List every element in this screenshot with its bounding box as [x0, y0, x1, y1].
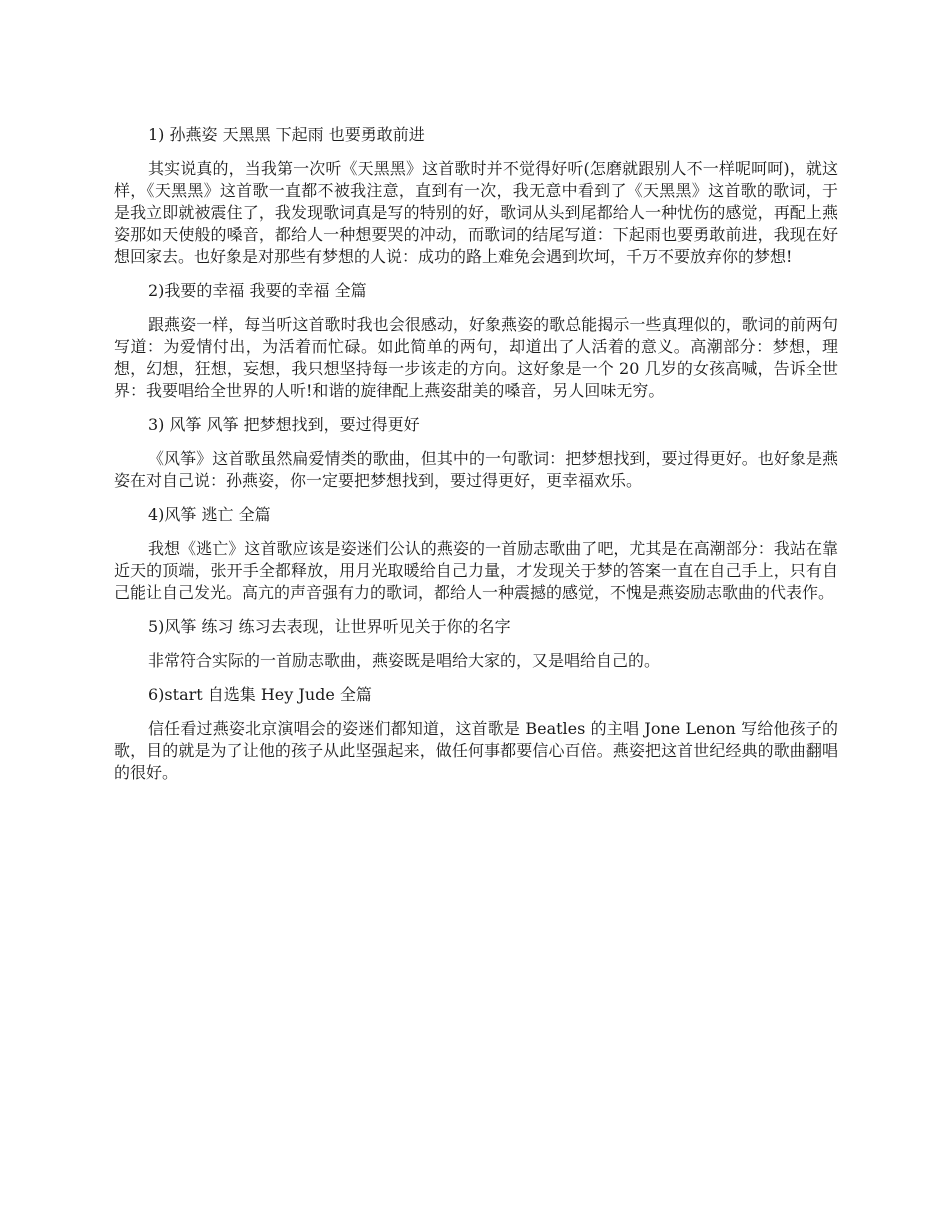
section-heading-3: 3) 风筝 风筝 把梦想找到，要过得更好 [148, 415, 420, 434]
section-heading-5: 5)风筝 练习 练习去表现，让世界听见关于你的名字 [148, 617, 511, 636]
section-heading-1: 1) 孙燕姿 天黑黑 下起雨 也要勇敢前进 [148, 125, 425, 144]
section-body-1: 其实说真的，当我第一次听《天黑黑》这首歌时并不觉得好听(怎磨就跟别人不一样呢呵呵)，就这样，《天黑黑》这首歌一直都不被我注意，直到有一次，我无意中看到了《天黑黑》这首歌的歌词，于是我立即就被震住了，我发现歌词真是写的特别的好，歌词从头到尾都给人一种忧伤的感觉，再配上燕姿那如天使般的嗓音，都给人一种想要哭的冲动，而歌词的结尾写道：下起雨也要勇敢前进，我现在好想回家去。也好象是对那些有梦想的人说：成功的路上难免会遇到坎坷，千万不要放弃你的梦想! [114, 159, 838, 266]
section-heading-6: 6)start 自选集 Hey Jude 全篇 [148, 685, 372, 704]
section-body-3: 《风筝》这首歌虽然扁爱情类的歌曲，但其中的一句歌词：把梦想找到，要过得更好。也好象是燕姿在对自己说：孙燕姿，你一定要把梦想找到，要过得更好，更幸福欢乐。 [114, 449, 838, 490]
section-body-6: 信任看过燕姿北京演唱会的姿迷们都知道，这首歌是 Beatles 的主唱 Jone Lenon 写给他孩子的歌，目的就是为了让他的孩子从此坚强起来，做任何事都要信心百倍。燕姿把这首世纪经典的歌曲翻唱的很好。 [114, 719, 838, 782]
document-page [114, 124, 838, 796]
section-body-2: 跟燕姿一样，每当听这首歌时我也会很感动，好象燕姿的歌总能揭示一些真理似的，歌词的前两句写道：为爱情付出，为活着而忙碌。如此简单的两句，却道出了人活着的意义。高潮部分：梦想，理想，幻想，狂想，妄想，我只想坚持每一步该走的方向。这好象是一个 20 几岁的女孩高喊，告诉全世界：我要唱给全世界的人听!和谐的旋律配上燕姿甜美的嗓音，另人回味无穷。 [114, 315, 838, 400]
section-heading-4: 4)风筝 逃亡 全篇 [148, 505, 271, 524]
section-body-5: 非常符合实际的一首励志歌曲，燕姿既是唱给大家的，又是唱给自己的。 [148, 651, 661, 670]
section-heading-2: 2)我要的幸福 我要的幸福 全篇 [148, 281, 367, 300]
section-body-4: 我想《逃亡》这首歌应该是姿迷们公认的燕姿的一首励志歌曲了吧，尤其是在高潮部分：我站在靠近天的顶端，张开手全都释放，用月光取暖给自己力量，才发现关于梦的答案一直在自己手上，只有自己能让自己发光。高亢的声音强有力的歌词，都给人一种震撼的感觉，不愧是燕姿励志歌曲的代表作。 [114, 539, 838, 602]
